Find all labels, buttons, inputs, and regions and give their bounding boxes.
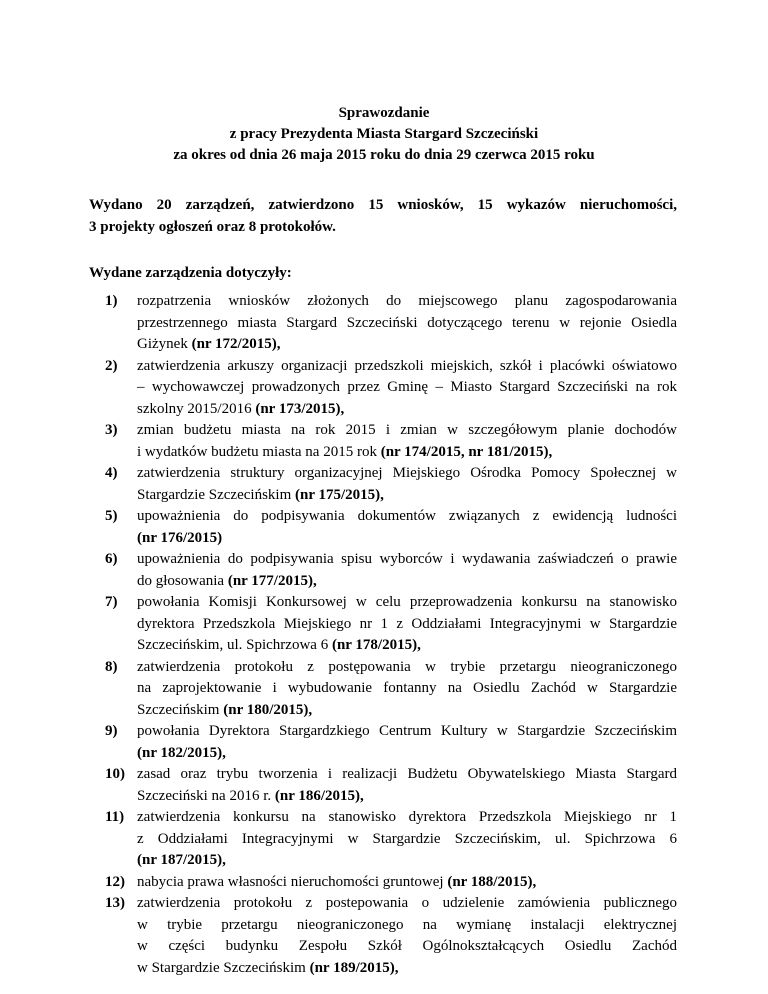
list-item-number: 3): [105, 422, 118, 438]
list-item-number: 6): [105, 551, 118, 567]
list-item-line: [137, 743, 677, 765]
list-item-text: dyrektora Przedszkola Miejskiego nr 1 z Oddziałami Integracyjnymi w Stargardzie: [137, 615, 677, 632]
list-item: [89, 592, 677, 657]
document-title: Sprawozdanie: [338, 105, 430, 121]
list-item-line: [137, 442, 677, 464]
list-item-number: 13): [105, 895, 125, 911]
list-item-text: upoważnienia do podpisywania dokumentów związanych z ewidencją ludności: [137, 508, 677, 524]
list-item-line: [137, 700, 677, 722]
ordinance-number: (nr 182/2015),: [137, 744, 226, 761]
list-item-line: [137, 291, 677, 313]
list-item-text: zatwierdzenia struktury organizacyjnej Miejskiego Ośrodka Pomocy Społecznej w: [137, 465, 677, 481]
summary-paragraph: [89, 194, 677, 238]
summary-line-2: 3 projekty ogłoszeń oraz 8 protokołów.: [89, 219, 336, 235]
list-item: [89, 872, 677, 894]
list-item-line: [137, 786, 677, 808]
list-item-line: [137, 399, 677, 421]
ordinance-number: (nr 175/2015),: [295, 486, 384, 503]
list-item-number: 12): [105, 873, 125, 890]
list-item-text: Giżynek: [137, 336, 192, 352]
ordinance-number: (nr 187/2015),: [137, 852, 226, 868]
list-item: [89, 764, 677, 807]
list-item-text: zatwierdzenia arkuszy organizacji przedszkoli miejskich, szkół i placówki oświatowo: [137, 357, 677, 374]
list-item-line: [137, 614, 677, 636]
list-item-text: powołania Dyrektora Stargardzkiego Centrum Kultury w Stargardzie Szczecińskim: [137, 723, 677, 739]
ordinance-number: (nr 173/2015),: [255, 400, 345, 417]
list-item-line: [137, 485, 677, 507]
list-item-line: [137, 829, 677, 851]
list-item: [89, 463, 677, 506]
list-item-line: [137, 334, 677, 356]
ordinance-number: (nr 176/2015): [137, 529, 223, 546]
list-item-line: [137, 958, 677, 980]
list-item-line: [137, 915, 677, 937]
list-item-number: 8): [105, 658, 118, 675]
ordinance-number: (nr 180/2015),: [223, 701, 313, 718]
list-item-line: [137, 936, 677, 958]
list-item-number: 2): [105, 357, 118, 374]
list-item: [89, 356, 677, 421]
list-item-line: [137, 678, 677, 700]
list-item: [89, 721, 677, 764]
list-item-line: [137, 377, 677, 399]
list-item-line: [137, 657, 677, 679]
list-item-text: szkolny 2015/2016: [137, 400, 256, 417]
list-item-text: w części budynku Zespołu Szkół Ogólnokształcących Osiedlu Zachód: [137, 938, 677, 954]
list-item-text: na zaprojektowanie i wybudowanie fontanny na Osiedlu Zachód w Stargardzie: [137, 680, 677, 696]
list-item-text: przestrzennego miasta Stargard Szczeciński dotyczącego terenu w rejonie Osiedla: [137, 314, 677, 331]
ordinance-number: (nr 188/2015),: [447, 873, 537, 890]
list-item-number: 4): [105, 465, 118, 481]
list-item-text: zmian budżetu miasta na rok 2015 i zmian w szczegółowym planie dochodów: [137, 422, 677, 438]
summary-line-1: Wydano 20 zarządzeń, zatwierdzono 15 wniosków, 15 wykazów nieruchomości,: [89, 197, 677, 213]
ordinance-number: (nr 172/2015),: [191, 336, 281, 352]
list-item-line: [137, 571, 677, 593]
ordinance-number: (nr 178/2015),: [331, 637, 421, 653]
list-item-line: [137, 463, 677, 485]
list-item-text: Szczeciński na 2016 r.: [137, 787, 275, 804]
list-item-line: [137, 313, 677, 335]
list-item-text: rozpatrzenia wniosków złożonych do miejscowego planu zagospodarowania: [137, 293, 677, 309]
list-item: [89, 291, 677, 356]
list-item-line: [137, 635, 677, 657]
list-item: [89, 657, 677, 722]
list-item-text: – wychowawczej prowadzonych przez Gminę – Miasto Stargard Szczeciński na rok: [137, 379, 677, 395]
list-item-text: nabycia prawa własności nieruchomości gruntowej: [137, 873, 448, 890]
list-item-text: upoważnienia do podpisywania spisu wyborców i wydawania zaświadczeń o prawie: [137, 551, 677, 567]
section-title: Wydane zarządzenia dotyczyły:: [89, 265, 292, 281]
list-item-text: zatwierdzenia protokołu z postępowania w trybie przetargu nieograniczonego: [137, 658, 677, 675]
list-item-text: powołania Komisji Konkursowej w celu przeprowadzenia konkursu na stanowisko: [137, 594, 677, 610]
list-item-text: do głosowania: [137, 572, 228, 589]
list-item-number: 11): [105, 809, 125, 825]
list-item-number: 7): [105, 594, 118, 610]
list-item-line: [137, 549, 677, 571]
ordinance-number: (nr 177/2015),: [227, 572, 317, 589]
list-item-text: w trybie przetargu nieograniczonego na wymianę instalacji elektrycznej: [137, 916, 677, 933]
list-item-line: [137, 807, 677, 829]
list-item: [89, 549, 677, 592]
list-item: [89, 506, 677, 549]
ordinance-number: (nr 186/2015),: [274, 787, 364, 804]
list-item-text: zasad oraz trybu tworzenia i realizacji Budżetu Obywatelskiego Miasta Stargard: [137, 766, 677, 782]
list-item-text: i wydatków budżetu miasta na 2015 rok: [137, 443, 381, 460]
document-period: za okres od dnia 26 maja 2015 roku do dnia 29 czerwca 2015 roku: [173, 147, 595, 163]
list-item-text: Szczecińskim: [137, 701, 224, 718]
list-item-line: [137, 506, 677, 528]
list-item-text: Szczecińskim, ul. Spichrzowa 6: [137, 637, 332, 653]
list-item: [89, 893, 677, 979]
list-item-number: 1): [105, 293, 118, 309]
list-item-line: [137, 420, 677, 442]
list-item: [89, 807, 677, 872]
list-item-line: [137, 764, 677, 786]
list-item-line: [137, 592, 677, 614]
list-item-line: [137, 850, 677, 872]
ordinance-number: (nr 189/2015),: [309, 959, 399, 976]
list-item-text: w Stargardzie Szczecińskim: [137, 959, 310, 976]
list-item-line: [137, 872, 677, 894]
list-item-line: [137, 893, 677, 915]
list-item-number: 9): [105, 723, 118, 739]
list-item-line: [137, 356, 677, 378]
list-item-number: 5): [105, 508, 118, 524]
list-item-line: [137, 721, 677, 743]
document-subtitle: z pracy Prezydenta Miasta Stargard Szczeciński: [229, 126, 539, 142]
ordinance-number: (nr 174/2015, nr 181/2015),: [380, 443, 553, 460]
list-item-text: zatwierdzenia protokołu z postepowania o udzielenie zamówienia publicznego: [137, 895, 677, 911]
list-item-text: zatwierdzenia konkursu na stanowisko dyrektora Przedszkola Miejskiego nr 1: [137, 809, 677, 825]
list-item-text: z Oddziałami Integracyjnymi w Stargardzie Szczecińskim, ul. Spichrzowa 6: [137, 830, 677, 847]
ordinance-list: [89, 291, 677, 979]
list-item-text: Stargardzie Szczecińskim: [137, 486, 295, 503]
list-item-number: 10): [105, 766, 125, 782]
list-item: [89, 420, 677, 463]
list-item-line: [137, 528, 677, 550]
